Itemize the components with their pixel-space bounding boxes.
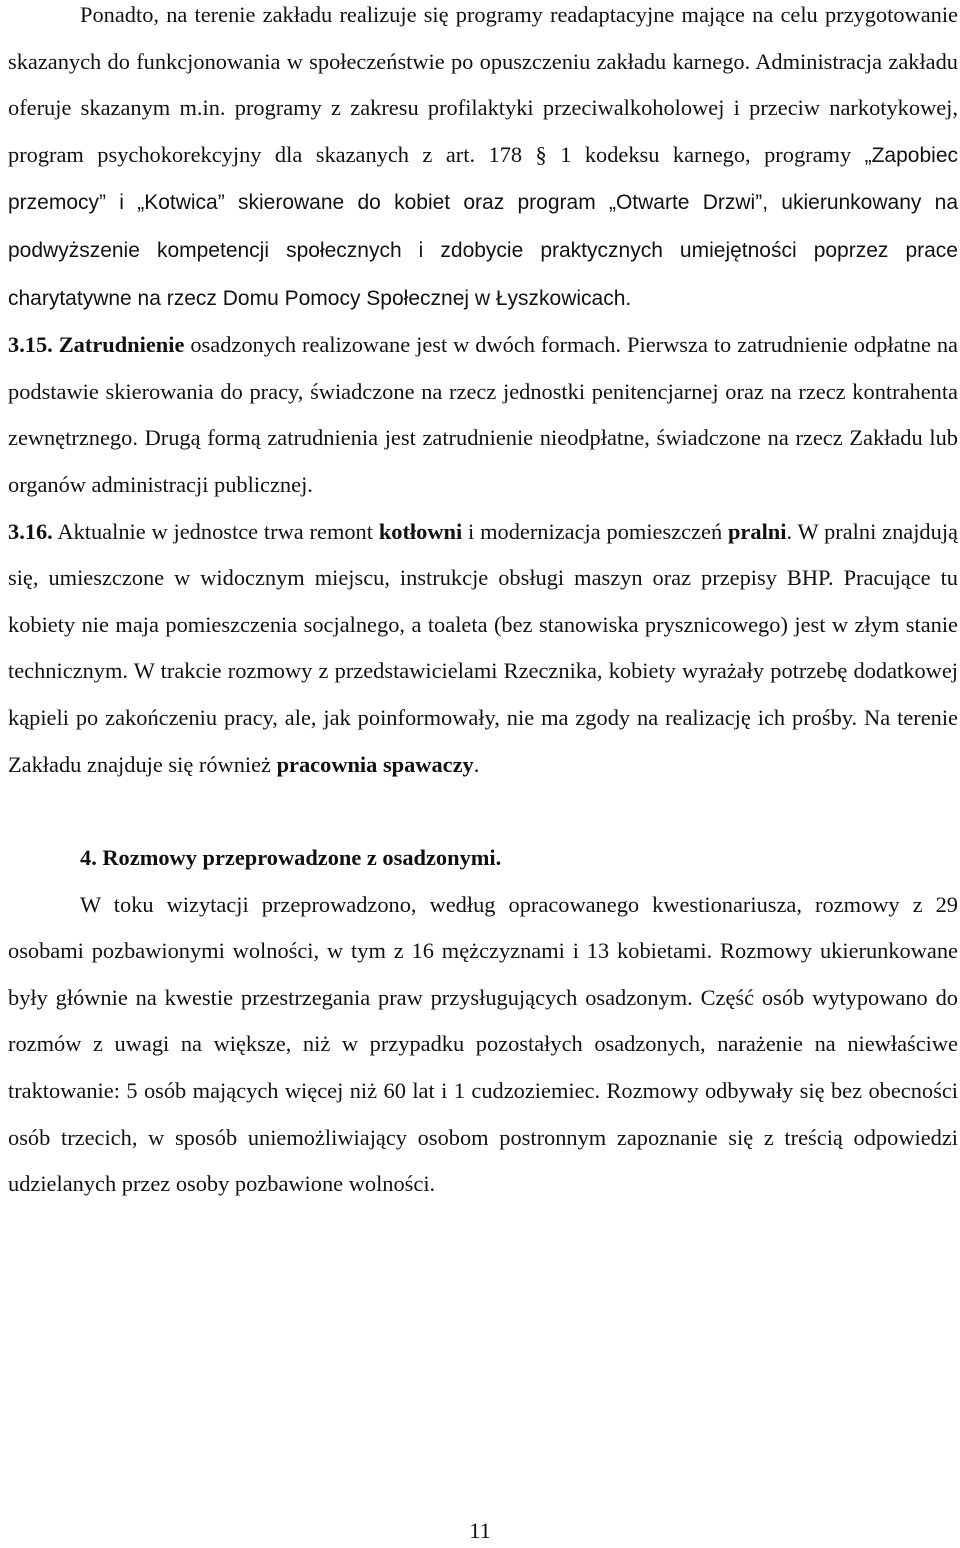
boiler-room-term: kotłowni <box>378 518 463 544</box>
page-number: 11 <box>469 1518 491 1543</box>
renovation-text-3: . W pralni znajdują się, umieszczone w widocznym miejscu, instrukcje obsługi maszyn oraz przepisy BHP. Pracujące tu kobiety nie maja pomieszczenia socjalnego, a toaleta (bez stanowiska prysznicowego) jest w złym stanie technicznym. W trakcie rozmowy z przedstawicielami Rzecznika, kobiety wyrażały potrzebę dodatkowej kąpieli po zakończeniu pracy, ale, jak poinformowały, nie ma zgody na realizację ich prośby. Na terenie Zakładu znajduje się również <box>8 518 958 777</box>
renovation-text-2: i modernizacja pomieszczeń <box>462 518 728 544</box>
paragraph-renovation <box>8 509 958 789</box>
section-4-heading: 4. Rozmowy przeprowadzone z osadzonymi. <box>80 845 502 871</box>
welding-workshop-term: pracownia spawaczy <box>276 751 474 777</box>
section-number-3-16: 3.16. <box>8 518 53 544</box>
paragraph-readaptation-programs <box>8 0 958 322</box>
paragraph-1-text: Ponadto, na terenie zakładu realizuje się programy readaptacyjne mające na celu przygotowanie skazanych do funkcjonowania w społeczeństwie po opuszczeniu zakładu karnego. Administracja zakładu oferuje skazanym m.in. programy z zakresu profilaktyki przeciwalkoholowej i przeciw narkotykowej, program psychokorekcyjny dla skazanych z art. 178 § 1 kodeksu karnego, programy <box>8 2 958 167</box>
document-page <box>8 0 958 1208</box>
renovation-text-4: . <box>473 751 480 777</box>
section-number-3-15: 3.15. <box>8 332 53 358</box>
paragraph-employment <box>8 322 958 508</box>
renovation-text-1: Aktualnie w jednostce trwa remont <box>52 518 379 544</box>
laundry-term: pralni <box>727 518 787 544</box>
employment-text: osadzonych realizowane jest w dwóch formach. Pierwsza to zatrudnienie odpłatne na podstawie skierowania do pracy, świadczone na rzecz jednostki penitencjarnej oraz na rzecz kontrahenta zewnętrznego. Drugą formą zatrudnienia jest zatrudnienie nieodpłatne, świadczone na rzecz Zakładu lub organów administracji publicznej. <box>8 332 958 497</box>
employment-term: Zatrudnienie <box>58 332 185 358</box>
paragraph-1-program-names: „Zapobiec przemocy” i „Kotwica” skierowane do kobiet oraz program „Otwarte Drzwi”, ukierunkowany na podwyższenie kompetencji społecznych i zdobycie praktycznych umiejętności poprzez prace charytatywne na rzecz Domu Pomocy Społecznej w Łyszkowicach. <box>8 143 958 310</box>
paragraph-interviews: W toku wizytacji przeprowadzono, według opracowanego kwestionariusza, rozmowy z 29 osobami pozbawionymi wolności, w tym z 16 mężczyznami i 13 kobietami. Rozmowy ukierunkowane były głównie na kwestie przestrzegania praw przysługujących osadzonym. Część osób wytypowano do rozmów z uwagi na większe, niż w przypadku pozostałych osadzonych, narażenie na niewłaściwe traktowanie: 5 osób mających więcej niż 60 lat i 1 cudzoziemiec. Rozmowy odbywały się bez obecności osób trzecich, w sposób uniemożliwiający osobom postronnym zapoznanie się z treścią odpowiedzi udzielanych przez osoby pozbawione wolności. <box>8 891 958 1197</box>
